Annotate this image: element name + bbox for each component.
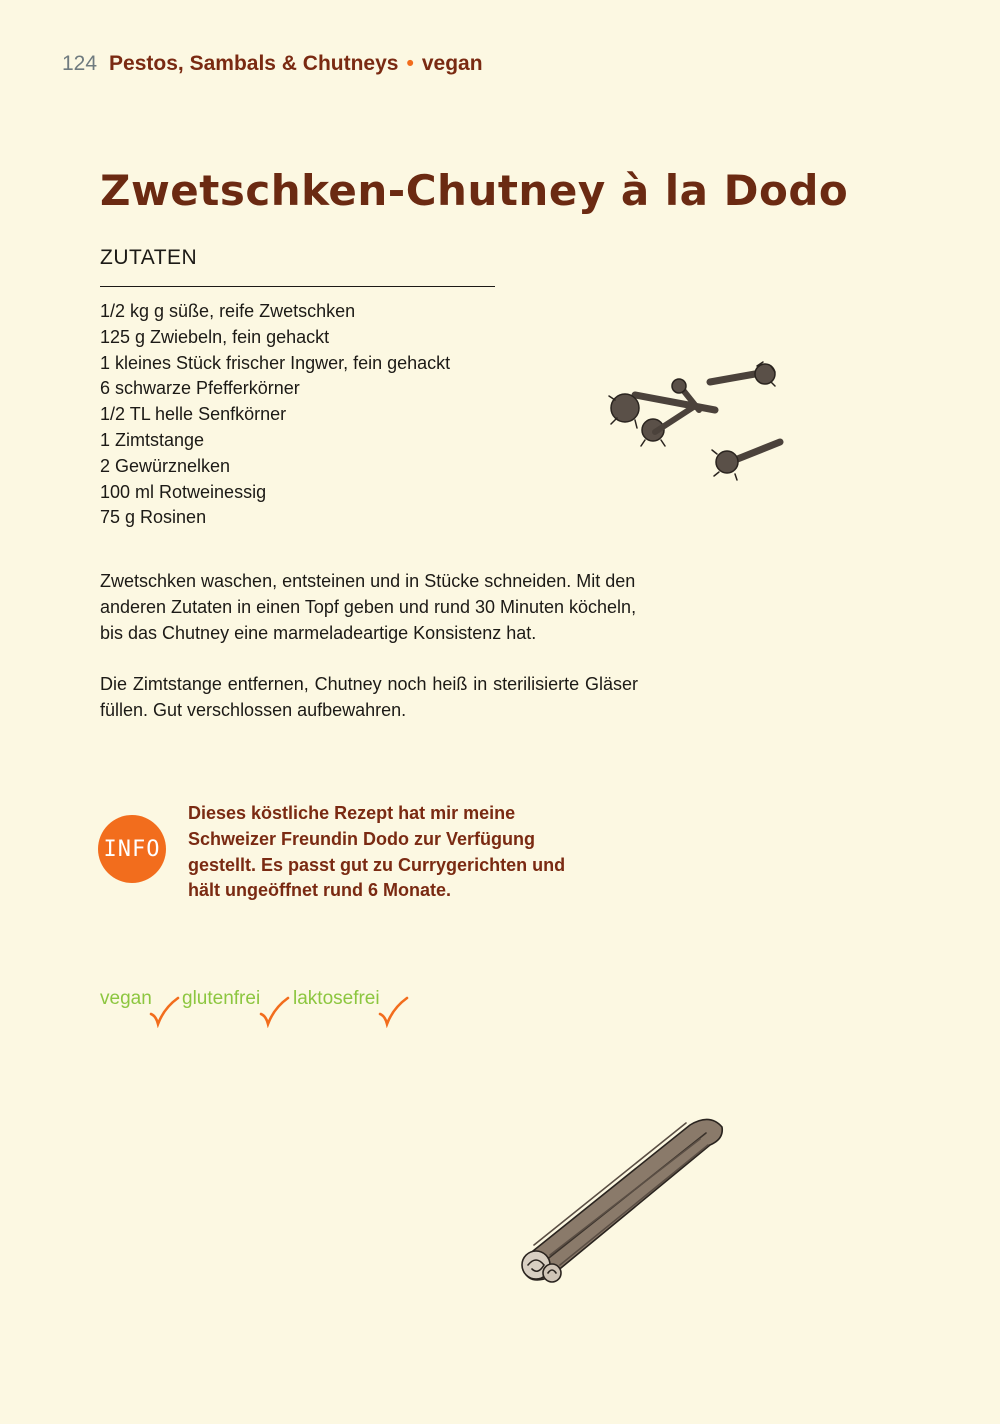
instruction-paragraph: Zwetschken waschen, entsteinen und in Stücke schneiden. Mit den anderen Zutaten in einen Topf geben und rund 30 Minuten köcheln, bis das Chutney eine marmeladeartige Konsistenz hat.	[100, 571, 637, 643]
header-separator: •	[406, 52, 414, 75]
ingredient-item: 1/2 TL helle Senfkörner	[100, 404, 287, 425]
diet-tag-laktosefrei: laktosefrei	[293, 988, 380, 1009]
ingredients-heading: ZUTATEN	[100, 246, 198, 269]
check-icon	[258, 996, 290, 1028]
instructions	[100, 569, 638, 750]
running-header	[62, 52, 483, 76]
ingredient-item: 1 Zimtstange	[100, 429, 205, 450]
cinnamon-stick-illustration	[510, 1105, 740, 1295]
diet-tag-glutenfrei: glutenfrei	[182, 988, 261, 1009]
ingredient-list	[100, 299, 450, 531]
section-title: Pestos, Sambals & Chutneys	[109, 52, 399, 75]
info-badge	[98, 815, 166, 883]
ingredient-item: 75 g Rosinen	[100, 507, 207, 528]
cloves-illustration	[595, 350, 795, 490]
ingredients-divider	[100, 286, 495, 287]
page-number: 124	[62, 52, 98, 75]
ingredient-item: 1 kleines Stück frischer Ingwer, fein gehackt	[100, 352, 451, 373]
check-icon	[377, 996, 409, 1028]
ingredient-item: 125 g Zwiebeln, fein gehackt	[100, 326, 330, 347]
check-icon	[148, 996, 180, 1028]
ingredient-item: 6 schwarze Pfefferkörner	[100, 378, 300, 399]
diet-tags	[100, 988, 440, 1028]
diet-tag-vegan: vegan	[100, 988, 152, 1009]
recipe-title: Zwetschken-Chutney à la Dodo	[100, 166, 849, 215]
instruction-paragraph: Die Zimtstange entfernen, Chutney noch heiß in sterilisierte Gläser füllen. Gut verschlossen aufbewahren.	[100, 674, 638, 721]
ingredient-item: 1/2 kg g süße, reife Zwetschken	[100, 301, 356, 321]
header-tag: vegan	[421, 52, 483, 75]
ingredient-item: 100 ml Rotweinessig	[100, 481, 267, 502]
ingredient-item: 2 Gewürznelken	[100, 455, 231, 476]
info-text: Dieses köstliche Rezept hat mir meine Schweizer Freundin Dodo zur Verfügung gestellt. Es passt gut zu Currygerichten und hält ungeöffnet rund 6 Monate.	[188, 803, 566, 901]
info-badge-label: INFO	[103, 836, 161, 862]
